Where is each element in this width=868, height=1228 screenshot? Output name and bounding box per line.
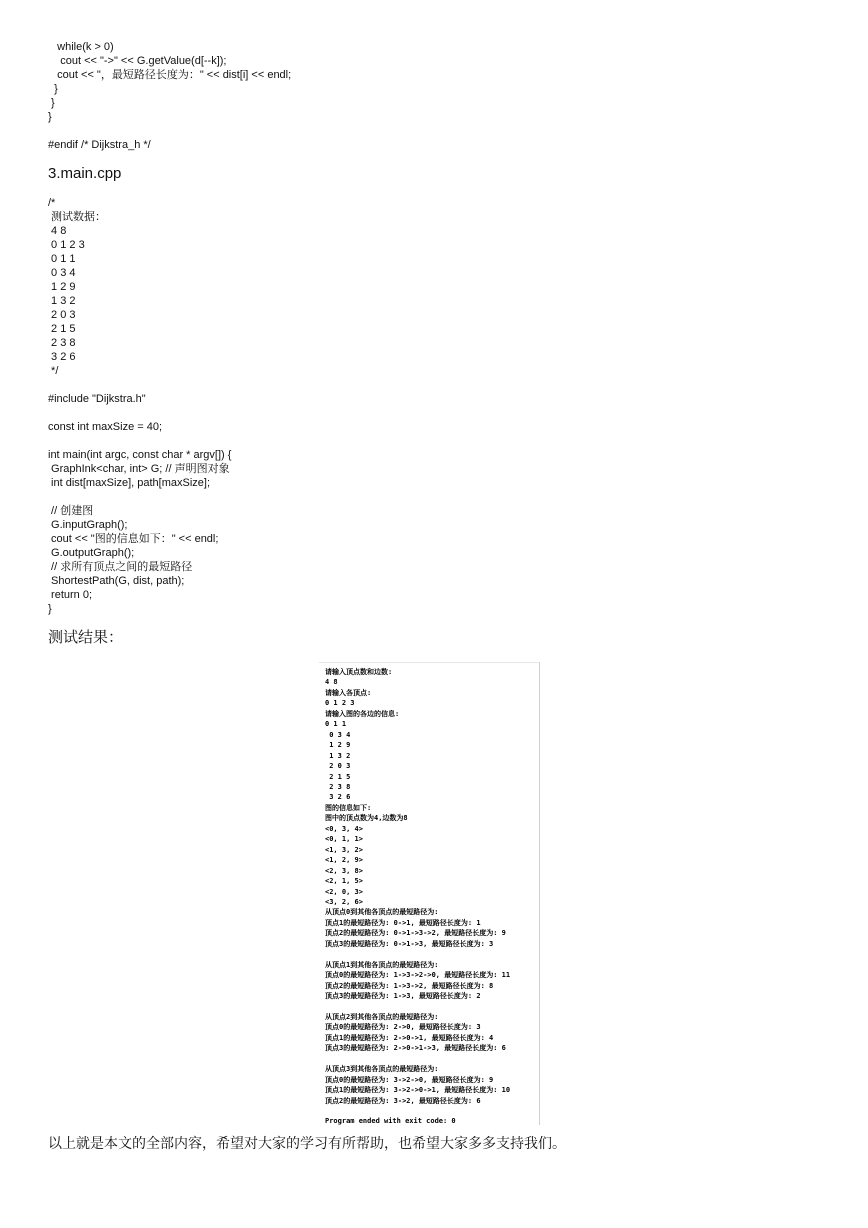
section-heading-main-cpp: 3.main.cpp (48, 165, 122, 182)
code-block-dijkstra-tail: while(k > 0) cout << "->" << G.getValue(d[--k]); cout << "，最短路径长度为：" << dist[i] << endl; } } } #endif /* Dijkstra_h */ (48, 41, 292, 151)
result-heading: 测试结果： (48, 629, 124, 646)
closing-paragraph: 以上就是本文的全部内容，希望对大家的学习有所帮助，也希望大家多多支持我们。 (48, 1135, 566, 1151)
terminal-output-text: 请输入顶点数和边数: 4 8 请输入各顶点: 0 1 2 3 请输入图的各边的信息: 0 1 1 0 3 4 1 2 9 1 3 2 2 0 3 2 1 5 2 3 8 3 2 6 图的信息如下: 图中的顶点数为4,边数为8 <0, 3, 4> <0, 1, 1> <1, 3, 2> <1, 2, 9> <2, 3, 8> <2, 1, 5> <2, 0, 3> <3, 2, 6> 从顶点0到其他各顶点的最短路径为: 顶点1的最短路径为: 0->1, 最短路径长度为: 1 顶点2的最短路径为: 0->1->3->2, 最短路径长度为: 9 顶点3的最短路径为: 0->1->3, 最短路径长度为: 3 从顶点1到其他各顶点的最短路径为: 顶点0的最短路径为: 1->3->2->0, 最短路径长度为: 11 顶点2的最短路径为: 1->3->2, 最短路径长度为: 8 顶点3的最短路径为: 1->3, 最短路径长度为: 2 从顶点2到其他各顶点的最短路径为: 顶点0的最短路径为: 2->0, 最短路径长度为: 3 顶点1的最短路径为: 2->0->1, 最短路径长度为: 4 顶点3的最短路径为: 2->0->1->3, 最短路径长度为: 6 从顶点3到其他各顶点的最短路径为: 顶点0的最短路径为: 3->2->0, 最短路径长度为: 9 顶点1的最短路径为: 3->2->0->1, 最短路径长度为: 10 顶点2的最短路径为: 3->2, 最短路径长度为: 6 Program ended with exit code: 0 (325, 668, 511, 1126)
terminal-output-screenshot (319, 662, 540, 1125)
code-block-main-cpp: /* 测试数据： 4 8 0 1 2 3 0 1 1 0 3 4 1 2 9 1 3 2 2 0 3 2 1 5 2 3 8 3 2 6 */ #include "Dijkstra.h" const int maxSize = 40; int main(int argc, const char * argv[]) { GraphInk<char, int> G; // 声明图对象 int dist[maxSize], path[maxSize]; // 创建图 G.inputGraph(); cout << "图的信息如下：" << endl; G.outputGraph(); // 求所有顶点之间的最短路径 ShortestPath(G, dist, path); return 0; } (48, 197, 232, 615)
